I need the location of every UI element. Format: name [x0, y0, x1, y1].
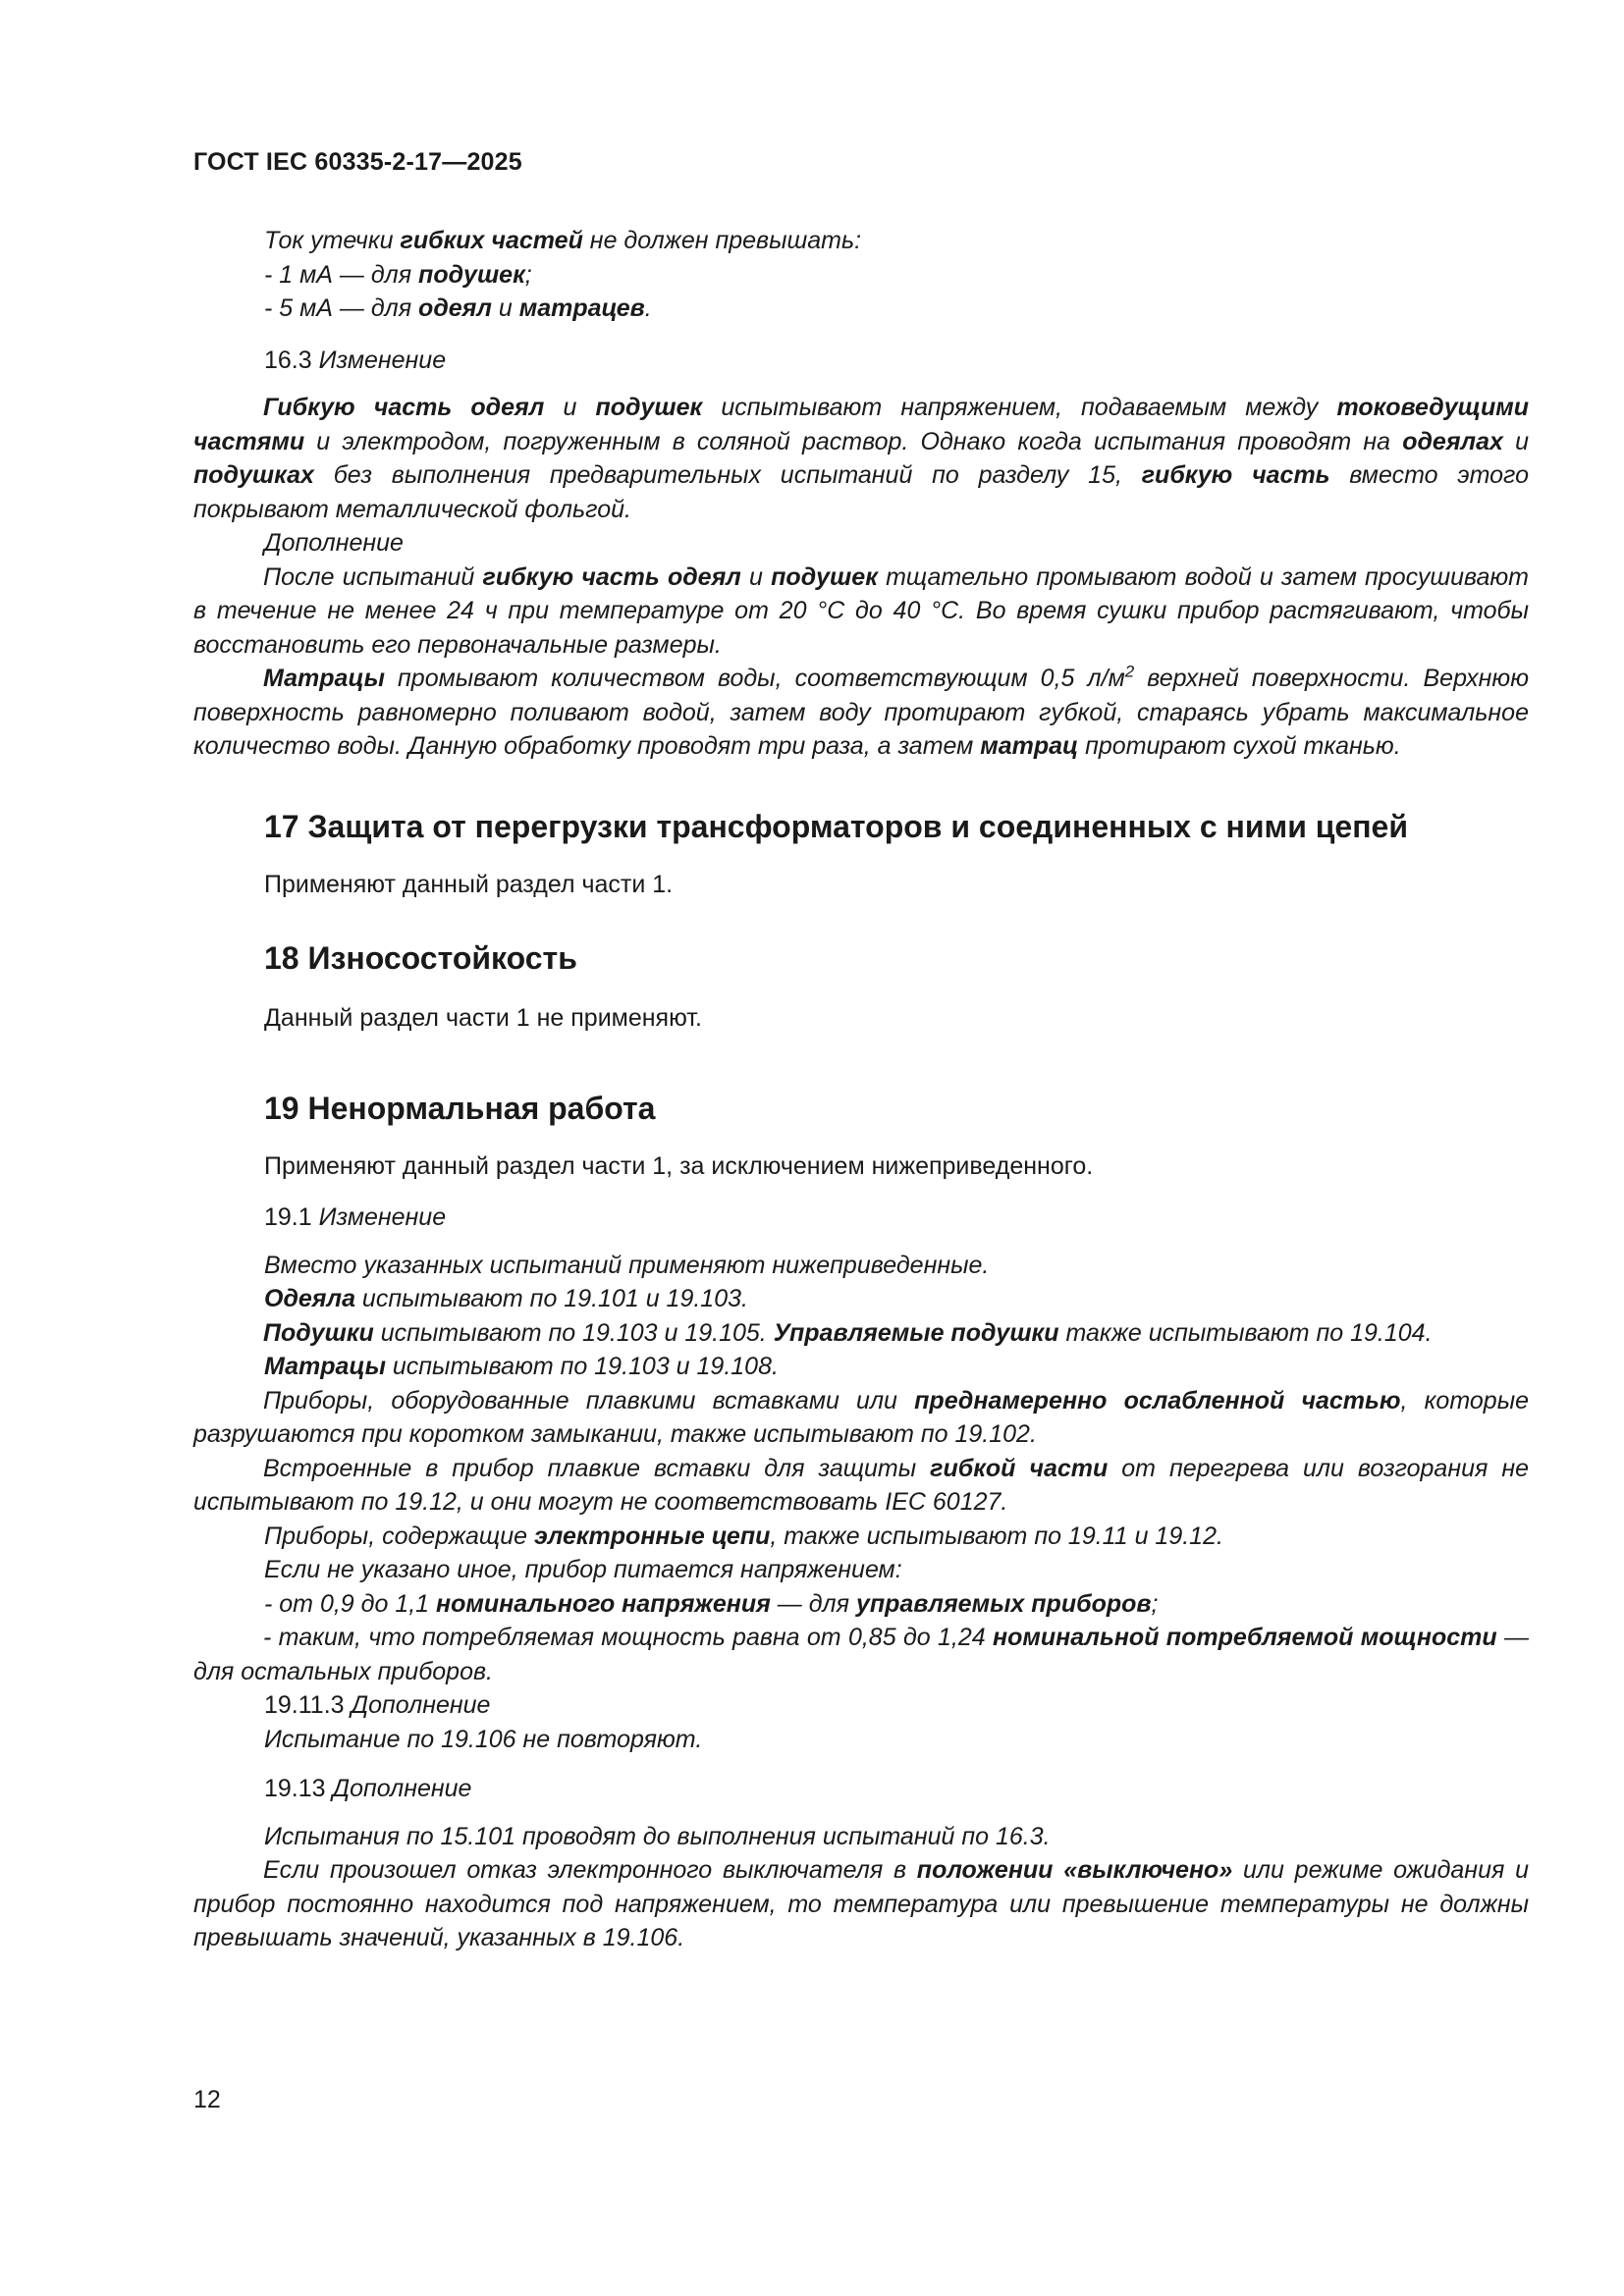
clause-16-3-para-1: Гибкую часть одеял и подушек испытывают напряжением, подаваемым между токоведущими частями и электродом, погруженным в соляной раствор. Однако когда испытания проводят на одеялах и подушках без выполнения предварительных испытаний по разделу 15, гибкую часть вместо этого покрывают металлической фольгой.	[193, 394, 1530, 523]
section-18-text: Данный раздел части 1 не применяют.	[264, 1004, 702, 1032]
leakage-item-pillows: - 1 мА — для подушек;	[264, 260, 532, 289]
section-19-text: Применяют данный раздел части 1, за исключением нижеприведенного.	[264, 1151, 1094, 1180]
page-content	[193, 224, 1529, 1955]
clause-16-3-para-3: Матрацы промывают количеством воды, соответствующим 0,5 $л/м^2$ верхней поверхности. Верхнюю поверхность равномерно поливают водой, затем воду протирают губкой, стараясь убрать максимальное количество воды. Данную обработку проводят три раза, а затем матрац протирают сухой тканью.	[193, 662, 1529, 760]
section-17-title: 17 Защита от перегрузки трансформаторов и соединенных с ними цепей	[264, 808, 1409, 844]
document-header: ГОСТ IEC 60335-2-17—2025	[193, 148, 522, 176]
clause-19-1-para-h: Если не указано иное, прибор питается напряжением:	[264, 1556, 902, 1583]
clause-19-1-para-c: Подушки испытывают по 19.103 и 19.105. Управляемые подушки также испытывают по 19.104.	[263, 1318, 1433, 1347]
clause-19-1-list-item-2: - таким, что потребляемая мощность равна от 0,85 до 1,24 номинальной потребляемой мощности — для остальных приборов.	[193, 1624, 1529, 1685]
clause-19-1-para-a: Вместо указанных испытаний применяют нижеприведенные.	[264, 1251, 990, 1279]
section-19-title: 19 Ненормальная работа	[264, 1090, 656, 1126]
section-17-text: Применяют данный раздел части 1.	[264, 870, 674, 898]
clause-19-1-heading: 19.1 Изменение	[264, 1203, 447, 1231]
clause-19-13-para-1: Испытания по 15.101 проводят до выполнения испытаний по 16.3.	[264, 1822, 1051, 1850]
clause-19-1-para-f: Встроенные в прибор плавкие вставки для защиты гибкой части от перегрева или возгорания не испытывают по 19.12, и они могут не соответствовать IEC 60127.	[193, 1454, 1529, 1516]
leakage-intro: Ток утечки гибких частей не должен превышать:	[264, 227, 862, 254]
clause-19-1-list-item-1: - от 0,9 до 1,1 номинального напряжения — для управляемых приборов;	[264, 1589, 1159, 1618]
leakage-item-blankets: - 5 мА — для одеял и матрацев.	[264, 294, 652, 322]
section-18-title: 18 Износостойкость	[264, 940, 577, 976]
clause-19-1-para-d: Матрацы испытывают по 19.103 и 19.108.	[264, 1353, 779, 1380]
clause-19-13-heading: 19.13 Дополнение	[264, 1775, 472, 1802]
clause-16-3-para-2: После испытаний гибкую часть одеял и подушек тщательно промывают водой и затем просушивают в течение не менее 24 ч при температуре от 20 °C до 40 °C. Во время сушки прибор растягивают, чтобы восстановить его первоначальные размеры.	[193, 562, 1530, 659]
clause-19-1-para-b: Одеяла испытывают по 19.101 и 19.103.	[264, 1285, 748, 1312]
clause-19-13-para-2: Если произошел отказ электронного выключателя в положении «выключено» или режиме ожидания и прибор постоянно находится под напряжением, то температура или превышение температуры не должны превышать значений, указанных в 19.106.	[193, 1856, 1530, 1951]
clause-19-11-3-text: Испытание по 19.106 не повторяют.	[264, 1725, 703, 1753]
clause-16-3-addition-label: Дополнение	[264, 529, 404, 557]
clause-19-1-para-e: Приборы, оборудованные плавкими вставками или преднамеренно ослабленной частью, которые разрушаются при коротком замыкании, также испытывают по 19.102.	[193, 1386, 1529, 1448]
clause-19-1-para-g: Приборы, содержащие электронные цепи, также испытывают по 19.11 и 19.12.	[264, 1522, 1223, 1550]
clause-16-3-heading: 16.3 Изменение	[264, 346, 447, 374]
page-number: 12	[193, 2086, 221, 2113]
clause-19-11-3-heading: 19.11.3 Дополнение	[264, 1691, 491, 1719]
